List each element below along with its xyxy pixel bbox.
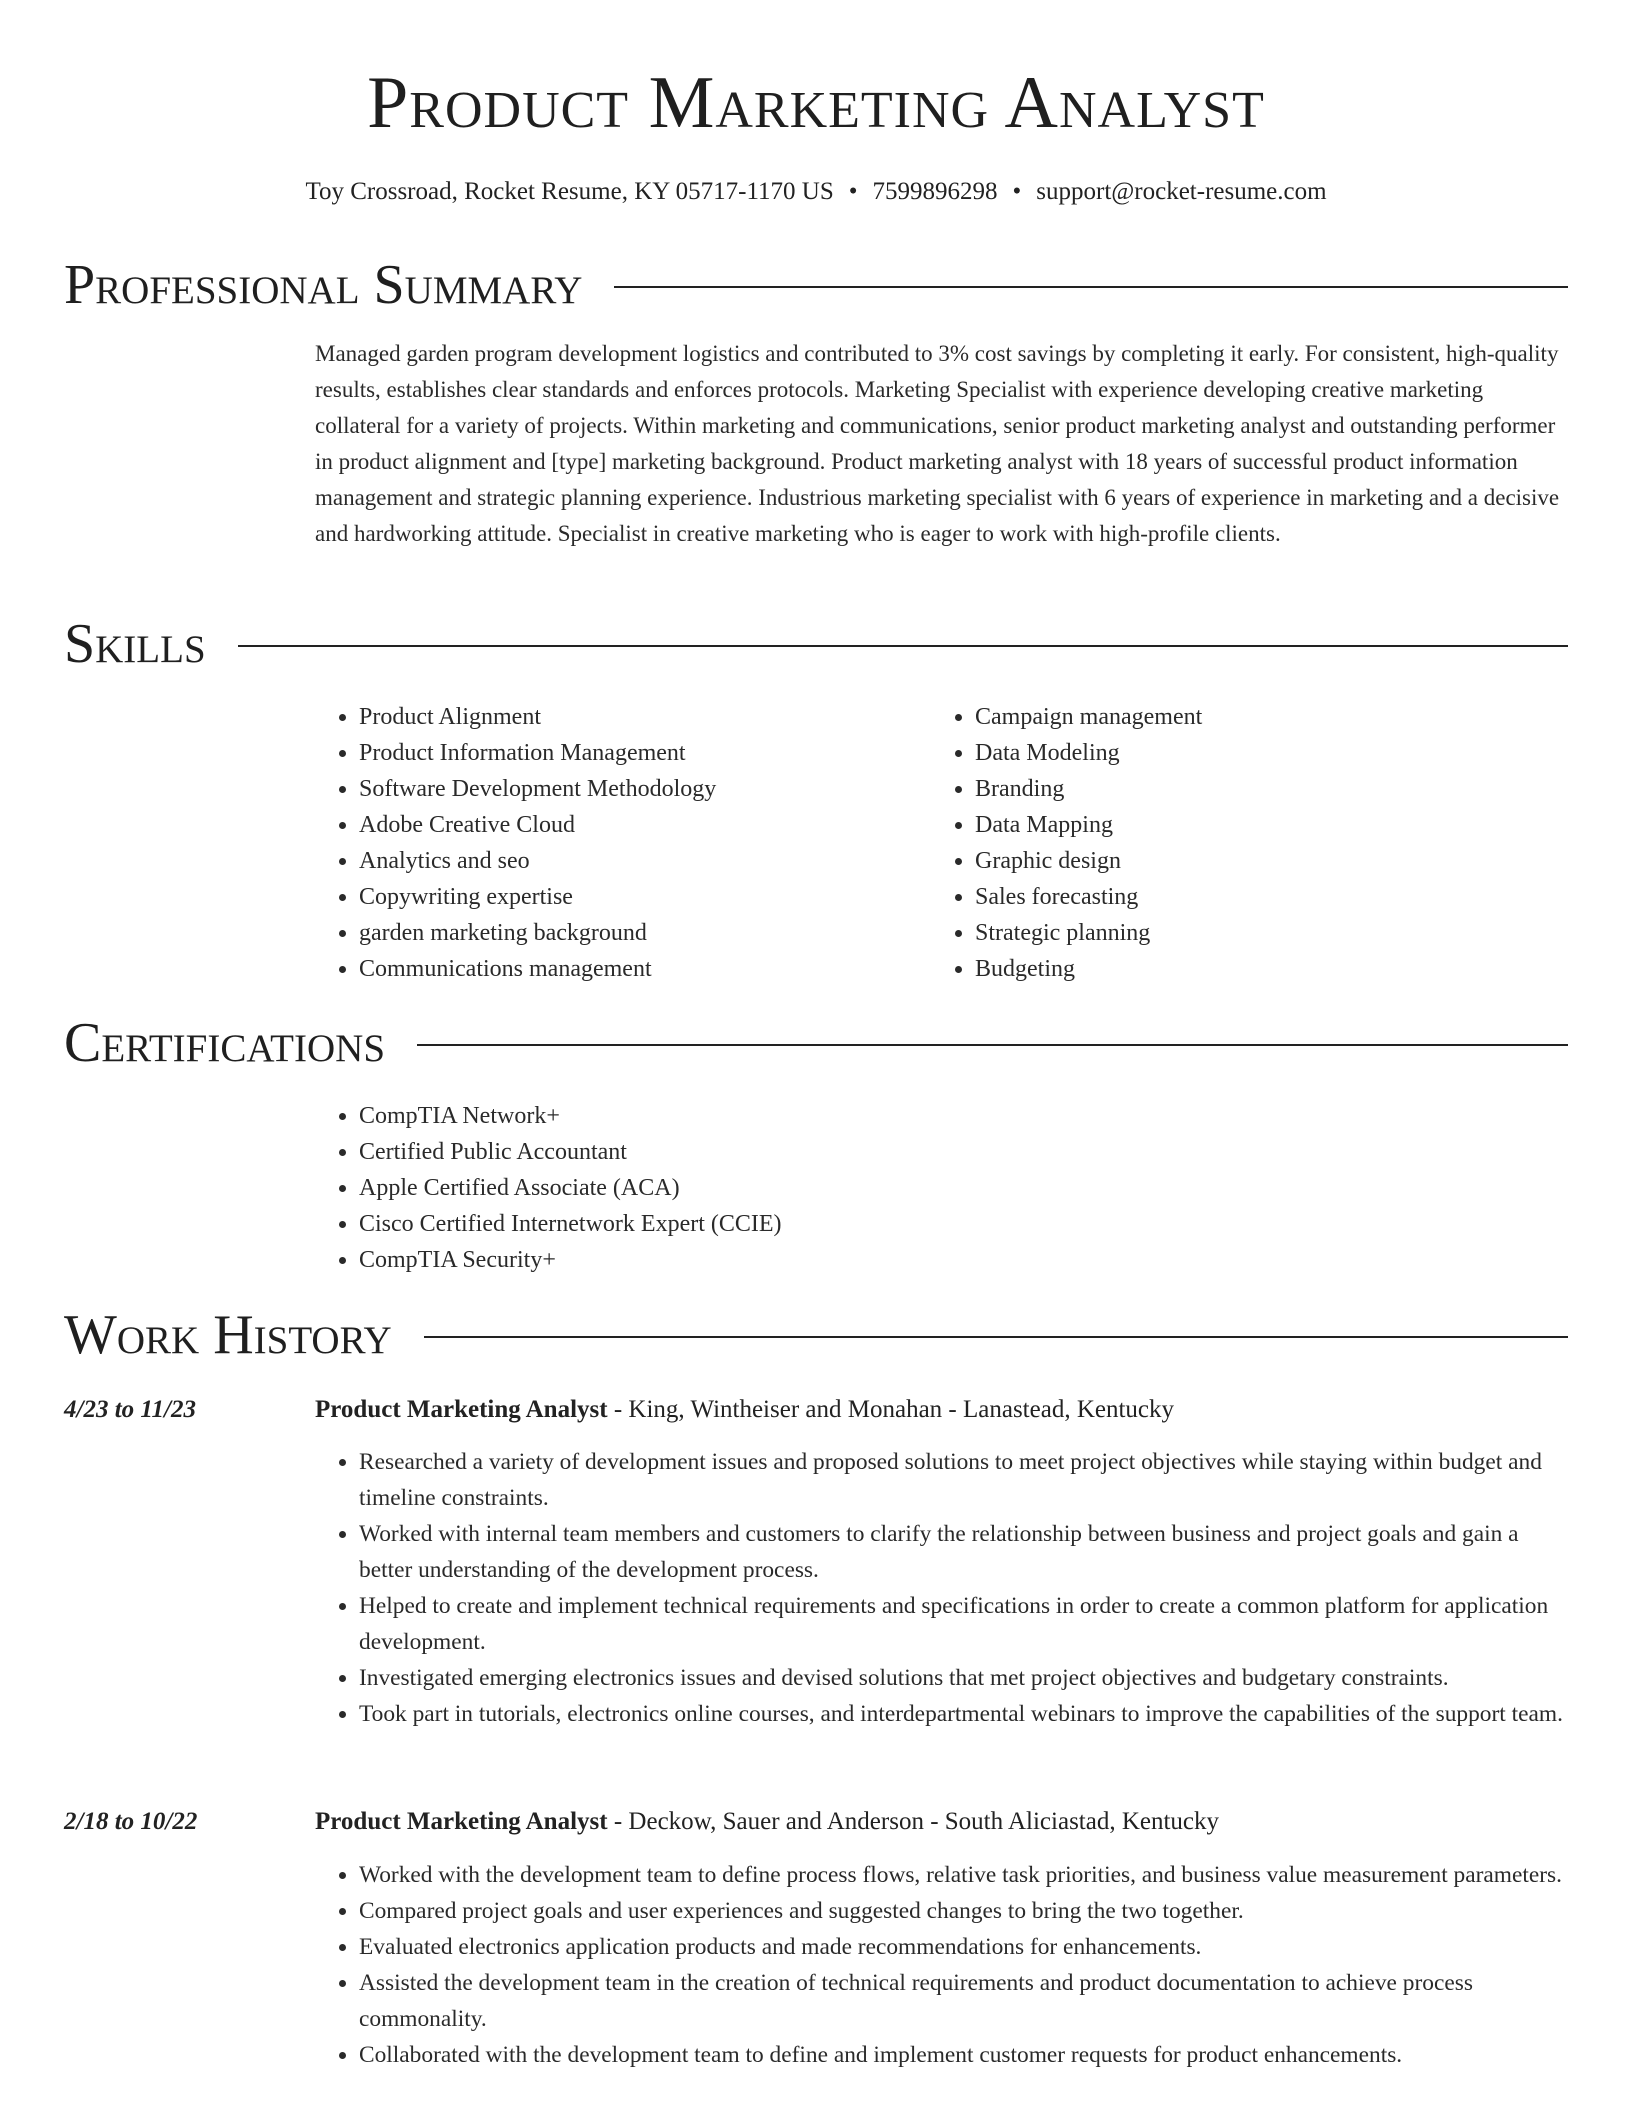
skills-section-header — [64, 609, 1568, 679]
section-divider — [238, 645, 1568, 647]
job-responsibilities — [315, 1444, 1568, 1732]
certifications-heading: Certifications — [64, 1012, 386, 1074]
list-item: • Branding — [975, 771, 1531, 807]
contact-address: Toy Crossroad, Rocket Resume, KY 05717-1170 US — [305, 178, 834, 205]
certifications-section-header — [64, 1008, 1568, 1078]
list-item: • Product Information Management — [359, 735, 915, 771]
contact-separator: • — [848, 178, 858, 205]
job-bullet-list — [315, 1444, 1568, 1732]
list-item: • Worked with the development team to define process flows, relative task priorities, and business value measurement parameters. — [359, 1857, 1568, 1893]
list-item: • Evaluated electronics application products and made recommendations for enhancements. — [359, 1929, 1568, 1965]
list-item: • Copywriting expertise — [359, 879, 915, 915]
job-employer-location: - King, Wintheiser and Monahan - Lanastead, Kentucky — [607, 1396, 1175, 1423]
list-item: • Software Development Methodology — [359, 771, 915, 807]
list-item: • Campaign management — [975, 699, 1531, 735]
work-history-section-header — [64, 1300, 1568, 1370]
work-history-heading: Work History — [64, 1304, 392, 1366]
section-divider — [424, 1336, 1568, 1338]
section-divider — [417, 1044, 1568, 1046]
contact-line — [0, 172, 1632, 212]
skills-heading: Skills — [64, 613, 206, 675]
list-item: • Certified Public Accountant — [359, 1134, 1215, 1170]
skills-list-right — [931, 699, 1531, 987]
list-item: • Sales forecasting — [975, 879, 1531, 915]
list-item: • Collaborated with the development team to define and implement customer requests for product enhancements. — [359, 2037, 1568, 2073]
list-item: • Worked with internal team members and customers to clarify the relationship between business and project goals and gain a better understanding of the development process. — [359, 1516, 1568, 1588]
skills-column-left — [315, 699, 915, 987]
list-item: • Analytics and seo — [359, 843, 915, 879]
list-item: • Data Modeling — [975, 735, 1531, 771]
list-item: • Took part in tutorials, electronics online courses, and interdepartmental webinars to improve the capabilities of the support team. — [359, 1696, 1568, 1732]
job-employer-location: - Deckow, Sauer and Anderson - South Aliciastad, Kentucky — [607, 1808, 1220, 1835]
list-item: • Apple Certified Associate (ACA) — [359, 1170, 1215, 1206]
summary-heading: Professional Summary — [64, 254, 583, 316]
section-divider — [614, 286, 1568, 288]
list-item: • Helped to create and implement technical requirements and specifications in order to create a common platform for application development. — [359, 1588, 1568, 1660]
list-item: • Graphic design — [975, 843, 1531, 879]
job-dates: 2/18 to 10/22 — [64, 1808, 198, 1835]
list-item: • garden marketing background — [359, 915, 915, 951]
list-item: • Budgeting — [975, 951, 1531, 987]
list-item: • CompTIA Security+ — [359, 1242, 1215, 1278]
job-dates: 4/23 to 11/23 — [64, 1396, 196, 1423]
skills-column-right — [931, 699, 1531, 987]
list-item: • Communications management — [359, 951, 915, 987]
certifications-list — [315, 1098, 1215, 1278]
job-bullet-list — [315, 1857, 1568, 2073]
contact-phone: 7599896298 — [872, 178, 998, 205]
list-item: • Strategic planning — [975, 915, 1531, 951]
certifications-block — [315, 1098, 1215, 1278]
summary-text: Managed garden program development logistics and contributed to 3% cost savings by completing it early. For consistent, high-quality results, establishes clear standards and enforces protocols. Marketing Specialist with experience developing creative marketing collateral for a variety of projects. Within marketing and communications, senior product marketing analyst and outstanding performer in product alignment and [type] marketing background. Product marketing analyst with 18 years of successful product information management and strategic planning experience. Industrious marketing specialist with 6 years of experience in marketing and a decisive and hardworking attitude. Specialist in creative marketing who is eager to work with high-profile clients. — [315, 341, 1560, 546]
list-item: • Product Alignment — [359, 699, 915, 735]
list-item: • Investigated emerging electronics issues and devised solutions that met project objectives and budgetary constraints. — [359, 1660, 1568, 1696]
skills-list-left — [315, 699, 915, 987]
list-item: • Assisted the development team in the creation of technical requirements and product documentation to achieve process commonality. — [359, 1965, 1568, 2037]
list-item: • Compared project goals and user experiences and suggested changes to bring the two together. — [359, 1893, 1568, 1929]
list-item: • Data Mapping — [975, 807, 1531, 843]
list-item: • Adobe Creative Cloud — [359, 807, 915, 843]
summary-section-header — [64, 250, 1568, 320]
job-heading — [315, 1804, 1568, 1840]
job-responsibilities — [315, 1857, 1568, 2073]
list-item: • Cisco Certified Internetwork Expert (CCIE) — [359, 1206, 1215, 1242]
job-heading — [315, 1392, 1568, 1428]
job-title: Product Marketing Analyst — [315, 1396, 608, 1423]
job-title: Product Marketing Analyst — [315, 1808, 608, 1835]
contact-email: support@rocket-resume.com — [1036, 178, 1327, 205]
contact-separator: • — [1012, 178, 1022, 205]
list-item: • Researched a variety of development issues and proposed solutions to meet project objectives while staying within budget and timeline constraints. — [359, 1444, 1568, 1516]
list-item: • CompTIA Network+ — [359, 1098, 1215, 1134]
resume-name-title: Product Marketing Analyst — [367, 62, 1265, 144]
